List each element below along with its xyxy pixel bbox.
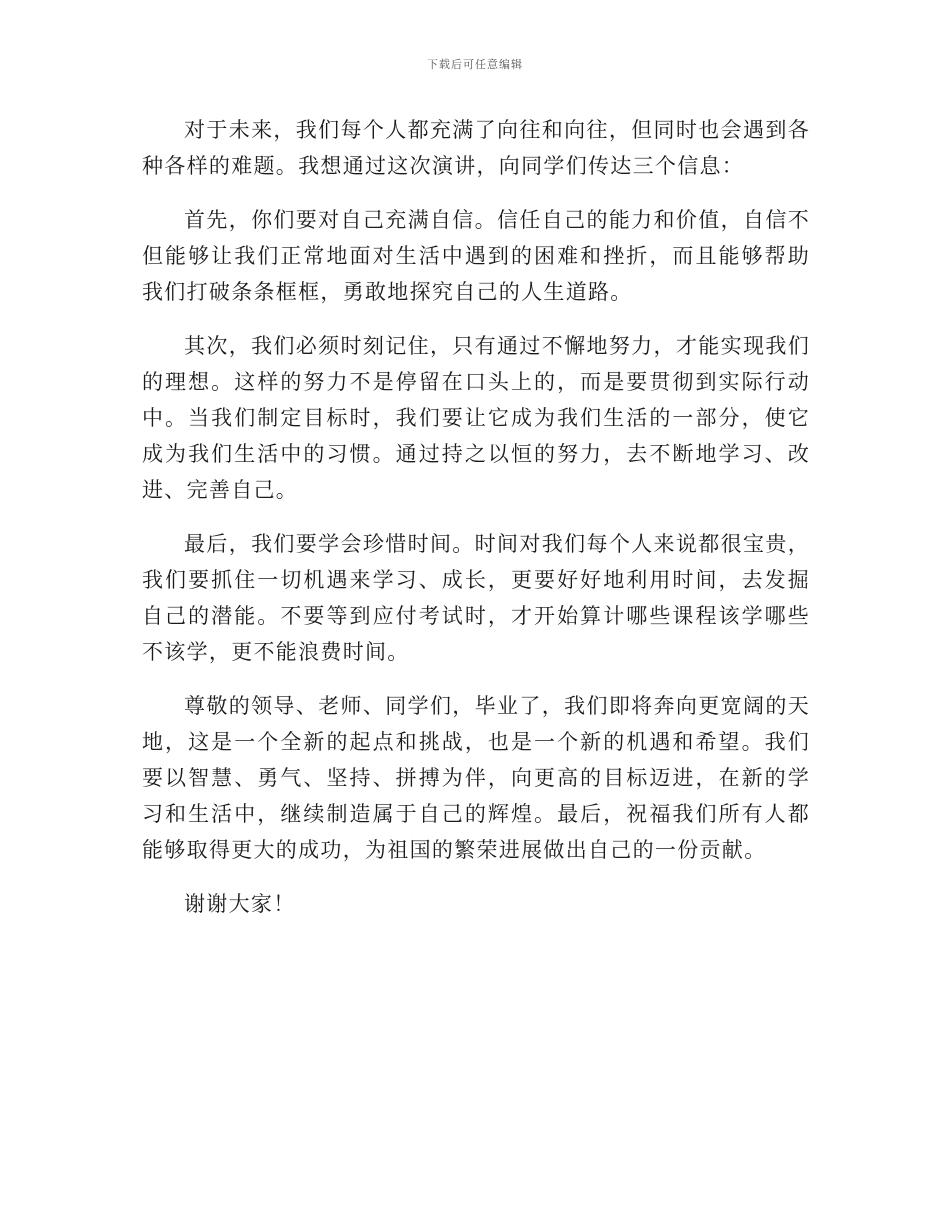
header-note: 下载后可任意编辑 <box>427 58 523 71</box>
paragraph-third-point: 最后，我们要学会珍惜时间。时间对我们每个人来说都很宝贵，我们要抓住一切机遇来学习、成长，更要好好地利用时间，去发掘自己的潜能。不要等到应付考试时，才开始算计哪些课程该学哪些不该学，更不能浪费时间。 <box>142 532 810 664</box>
paragraph-intro: 对于未来，我们每个人都充满了向往和向往，但同时也会遇到各种各样的难题。我想通过这次演讲，向同学们传达三个信息： <box>142 118 810 178</box>
document-body <box>142 112 810 940</box>
paragraph-first-point: 首先，你们要对自己充满自信。信任自己的能力和价值，自信不但能够让我们正常地面对生活中遇到的困难和挫折，而且能够帮助我们打破条条框框，勇敢地探究自己的人生道路。 <box>142 208 810 304</box>
paragraph-thanks: 谢谢大家！ <box>184 892 296 916</box>
paragraph-second-point: 其次，我们必须时刻记住，只有通过不懈地努力，才能实现我们的理想。这样的努力不是停留在口头上的，而是要贯彻到实际行动中。当我们制定目标时，我们要让它成为我们生活的一部分，使它成为我们生活中的习惯。通过持之以恒的努力，去不断地学习、改进、完善自己。 <box>142 334 810 502</box>
paragraph-closing: 尊敬的领导、老师、同学们，毕业了，我们即将奔向更宽阔的天地，这是一个全新的起点和挑战，也是一个新的机遇和希望。我们要以智慧、勇气、坚持、拼搏为伴，向更高的目标迈进，在新的学习和生活中，继续制造属于自己的辉煌。最后，祝福我们所有人都能够取得更大的成功，为祖国的繁荣进展做出自己的一份贡献。 <box>142 694 810 862</box>
